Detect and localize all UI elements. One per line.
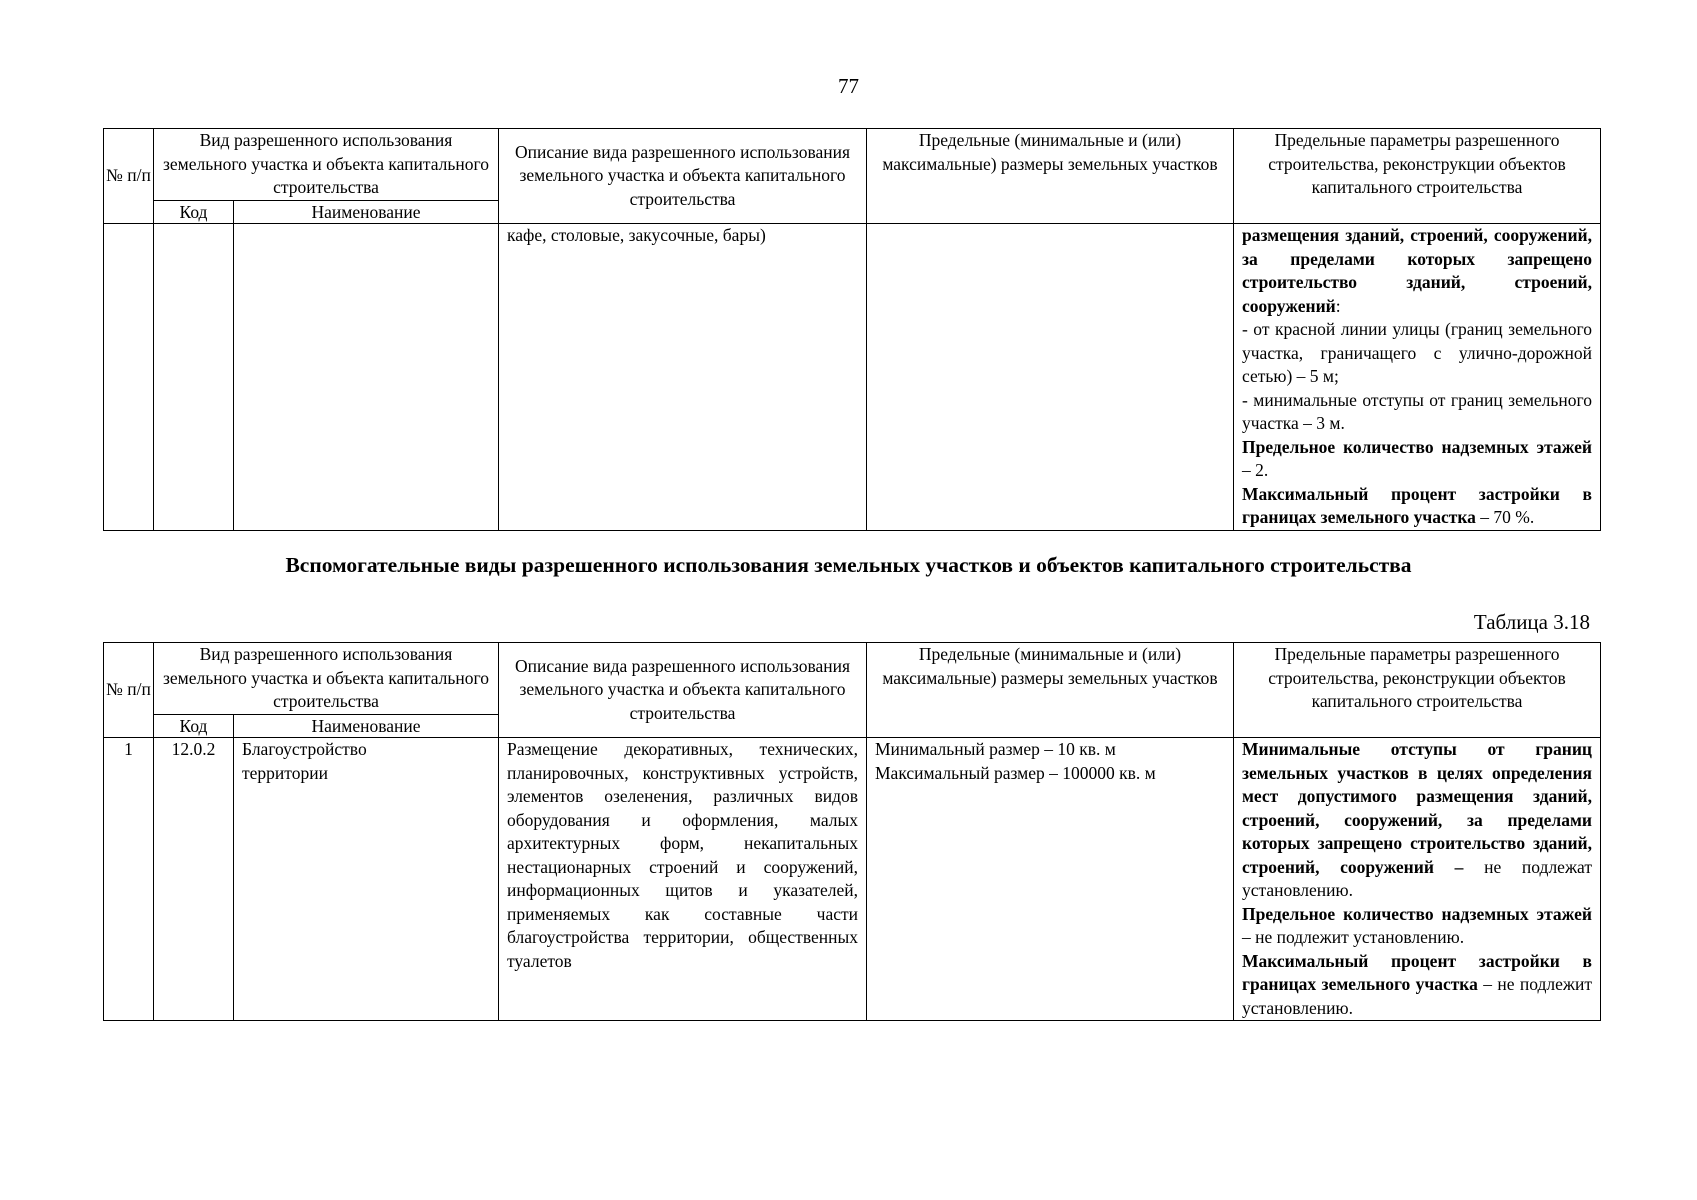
- header-sizes: Предельные (минимальные и (или) максимальные) размеры земельных участков: [867, 129, 1234, 224]
- table-header-row: [104, 129, 1601, 201]
- param-coverage-tail: – 70 %.: [1475, 507, 1535, 527]
- table-row: [104, 738, 1601, 1021]
- cell-no: [104, 224, 154, 531]
- param-coverage: [1242, 483, 1592, 530]
- param-coverage-bold: Максимальный процент застройки в границах земельного участка: [1242, 483, 1592, 527]
- header-description: Описание вида разрешенного использования земельного участка и объекта капитального строительства: [499, 643, 867, 738]
- param-floors: [1242, 903, 1592, 950]
- cell-name: Благоустройство территории: [234, 738, 499, 1021]
- header-description: Описание вида разрешенного использования земельного участка и объекта капитального строительства: [499, 129, 867, 224]
- param-setbacks-tail: не подлежат установлению.: [1242, 856, 1593, 900]
- param-setbacks: [1242, 224, 1592, 318]
- param-setbacks-tail: :: [1335, 295, 1341, 316]
- param-floors-tail: – 2.: [1242, 460, 1269, 480]
- header-name: Наименование: [234, 201, 499, 224]
- cell-description: Размещение декоративных, технических, планировочных, конструктивных устройств, элементов озеленения, различных видов оборудования и оформления, малых архитектурных форм, некапитальных нестационарных строений и сооружений, информационных щитов и указателей, применяемых как составные части благоустройства территории, общественных туалетов: [499, 738, 867, 1021]
- header-name: Наименование: [234, 715, 499, 738]
- header-vid: Вид разрешенного использования земельного участка и объекта капитального строительства: [154, 643, 499, 715]
- cell-sizes: [867, 738, 1234, 1021]
- cell-description: кафе, столовые, закусочные, бары): [499, 224, 867, 531]
- header-code: Код: [154, 715, 234, 738]
- param-setbacks-bold: Минимальные отступы от границ земельных участков в целях определения мест допустимого размещения зданий, строений, сооружений, за пределами которых запрещено строительство зданий, строений, сооружений –: [1242, 739, 1592, 877]
- param-setbacks: [1242, 738, 1592, 903]
- size-max: Максимальный размер – 100000 кв. м: [875, 762, 1156, 783]
- bottom-table: [103, 642, 1601, 1021]
- header-params: Предельные параметры разрешенного строительства, реконструкции объектов капитального строительства: [1234, 129, 1601, 224]
- header-sizes: Предельные (минимальные и (или) максимальные) размеры земельных участков: [867, 643, 1234, 738]
- param-floors-tail: – не подлежит установлению.: [1242, 927, 1465, 947]
- cell-params: [1234, 224, 1601, 531]
- page-number: 77: [838, 74, 859, 98]
- cell-code: 12.0.2: [154, 738, 234, 1021]
- header-vid: Вид разрешенного использования земельного участка и объекта капитального строительства: [154, 129, 499, 201]
- param-min-setback: - минимальные отступы от границ земельного участка – 3 м.: [1242, 389, 1592, 433]
- param-coverage-tail: – не подлежит установлению.: [1242, 974, 1592, 1018]
- param-floors: [1242, 436, 1592, 483]
- table-row: [104, 224, 1601, 531]
- cell-params: [1234, 738, 1601, 1021]
- header-code: Код: [154, 201, 234, 224]
- param-setbacks-bold: размещения зданий, строений, сооружений, за пределами которых запрещено строительство зданий, строений, сооружений: [1242, 225, 1592, 316]
- cell-name: [234, 224, 499, 531]
- table-header-row: [104, 643, 1601, 715]
- cell-no: 1: [104, 738, 154, 1021]
- param-coverage-bold: Максимальный процент застройки в границах земельного участка: [1242, 950, 1592, 994]
- param-floors-bold: Предельное количество надземных этажей: [1242, 436, 1592, 457]
- param-red-line: - от красной линии улицы (границ земельного участка, граничащего с улично-дорожной сетью) – 5 м;: [1242, 319, 1592, 386]
- cell-sizes: [867, 224, 1234, 531]
- param-coverage: [1242, 950, 1592, 1021]
- header-params: Предельные параметры разрешенного строительства, реконструкции объектов капитального строительства: [1234, 643, 1601, 738]
- size-min: Минимальный размер – 10 кв. м: [875, 739, 1116, 759]
- header-no: № п/п: [104, 129, 154, 224]
- param-floors-bold: Предельное количество надземных этажей: [1242, 903, 1592, 924]
- cell-code: [154, 224, 234, 531]
- header-no: № п/п: [104, 643, 154, 738]
- table-label: Таблица 3.18: [1473, 610, 1590, 634]
- section-heading: Вспомогательные виды разрешенного использования земельных участков и объектов капитального строительства: [285, 553, 1412, 577]
- top-table: [103, 128, 1601, 531]
